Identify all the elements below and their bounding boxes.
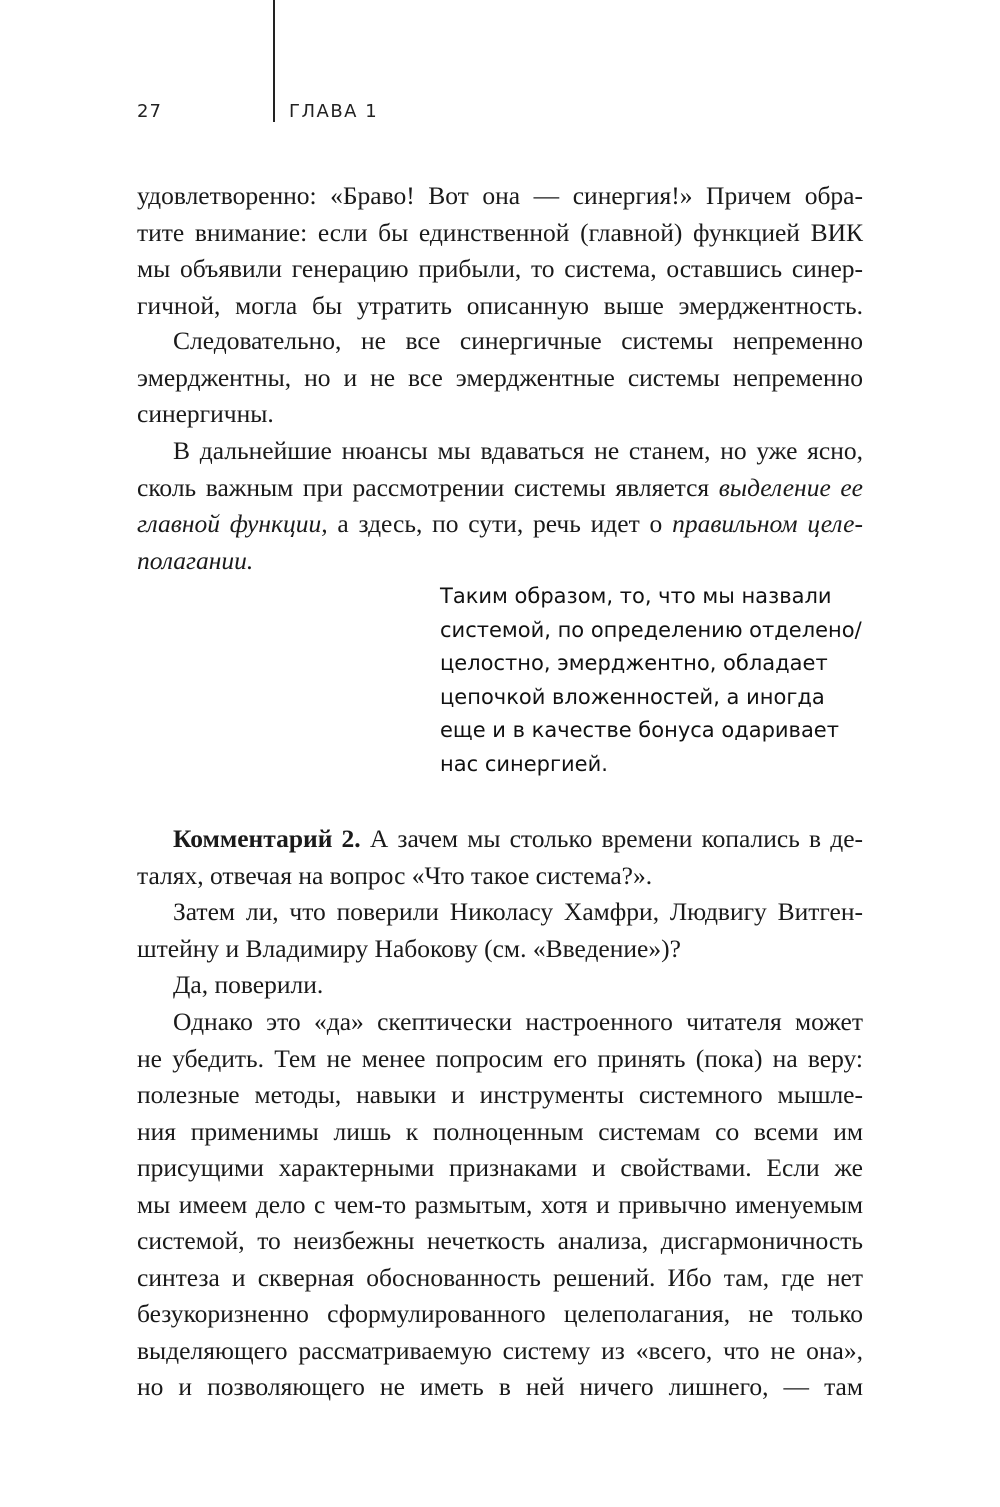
callout-line: системой, по определению отделено/: [440, 617, 862, 642]
paragraph-main-function: [137, 433, 863, 579]
text-line: удовлетворенно: «Браво! Вот она — синергия!» Причем обра-: [137, 181, 863, 210]
text-line: мы объявили генерацию прибыли, то система, оставшись синер-: [137, 254, 863, 283]
emphasis-text: полагании.: [137, 545, 254, 575]
text-line: ния применимы лишь к полноценным системам со всеми им: [137, 1116, 863, 1146]
text-line: системой, то неизбежны нечеткость анализа, дисгармоничность: [137, 1226, 863, 1255]
callout-line: еще и в качестве бонуса одаривает: [440, 718, 839, 743]
text-line: гичной, могла бы утратить описанную выше эмерджентность.: [137, 290, 863, 320]
emphasis-text: правильном целе-: [672, 509, 863, 538]
page-number: 27: [137, 101, 162, 122]
text-run: А зачем мы столько времени копались в де-: [360, 824, 863, 853]
text-line: не убедить. Тем не менее попросим его принять (пока) на веру:: [137, 1043, 863, 1073]
text-line: [137, 821, 863, 858]
text-line: Да, поверили.: [173, 970, 324, 999]
comment-heading: Комментарий 2.: [173, 824, 361, 853]
text-line: синтеза и скверная обоснованность решений. Ибо там, где нет: [137, 1262, 863, 1292]
callout-line: Таким образом, то, что мы назвали: [440, 584, 832, 608]
text-line: [137, 470, 863, 507]
text-line: Следовательно, не все синергичные системы непременно: [173, 326, 863, 355]
text-line: мы имеем дело с чем-то размытым, хотя и привычно именуемым: [137, 1189, 863, 1219]
emphasis-text: главной функции,: [137, 509, 328, 538]
callout-summary: [440, 580, 880, 782]
callout-line: целостно, эмерджентно, обладает: [440, 651, 828, 676]
text-line: выделяющего рассматриваемую систему из «всего, что не она»,: [137, 1335, 863, 1365]
paragraph-comment-2: [137, 821, 863, 894]
text-run: а здесь, по сути, речь идет о: [327, 509, 673, 538]
text-line: Затем ли, что поверили Николасу Хамфри, Людвигу Витген-: [173, 897, 863, 926]
header-divider: [273, 0, 275, 122]
text-line: талях, отвечая на вопрос «Что такое система?».: [137, 860, 653, 890]
emphasis-text: выделение ее: [718, 472, 863, 502]
text-line: В дальнейшие нюансы мы вдаваться не станем, но уже ясно,: [173, 436, 863, 465]
paragraph-belief: [137, 894, 863, 967]
text-line: эмерджентны, но и не все эмерджентные системы непременно: [137, 362, 863, 392]
callout-line: цепочкой вложенностей, а иногда: [440, 684, 825, 709]
text-line: [137, 506, 863, 543]
paragraph-therefore: [137, 323, 863, 433]
text-line: тите внимание: если бы единственной (главной) функцией ВИК: [137, 217, 863, 247]
text-line: Однако это «да» скептически настроенного читателя может: [173, 1007, 863, 1036]
text-line: безукоризненно сформулированного целеполагания, не только: [137, 1299, 863, 1328]
text-run: сколь важным при рассмотрении системы является: [137, 472, 719, 502]
callout-line: нас синергией.: [440, 751, 608, 776]
text-line: присущими характерными признаками и свойствами. Если же: [137, 1153, 863, 1182]
text-line: но и позволяющего не иметь в ней ничего лишнего, — там: [137, 1372, 863, 1401]
paragraph-yes: [137, 967, 863, 1004]
paragraph-synergy-conclusion: [137, 178, 863, 324]
text-line: штейну и Владимиру Набокову (см. «Введение»)?: [137, 933, 681, 963]
text-line: синергичны.: [137, 399, 274, 428]
text-line: [137, 543, 863, 580]
text-line: полезные методы, навыки и инструменты системного мышле-: [137, 1080, 863, 1109]
chapter-label: ГЛАВА 1: [289, 101, 379, 122]
paragraph-skeptic: [137, 1004, 863, 1406]
